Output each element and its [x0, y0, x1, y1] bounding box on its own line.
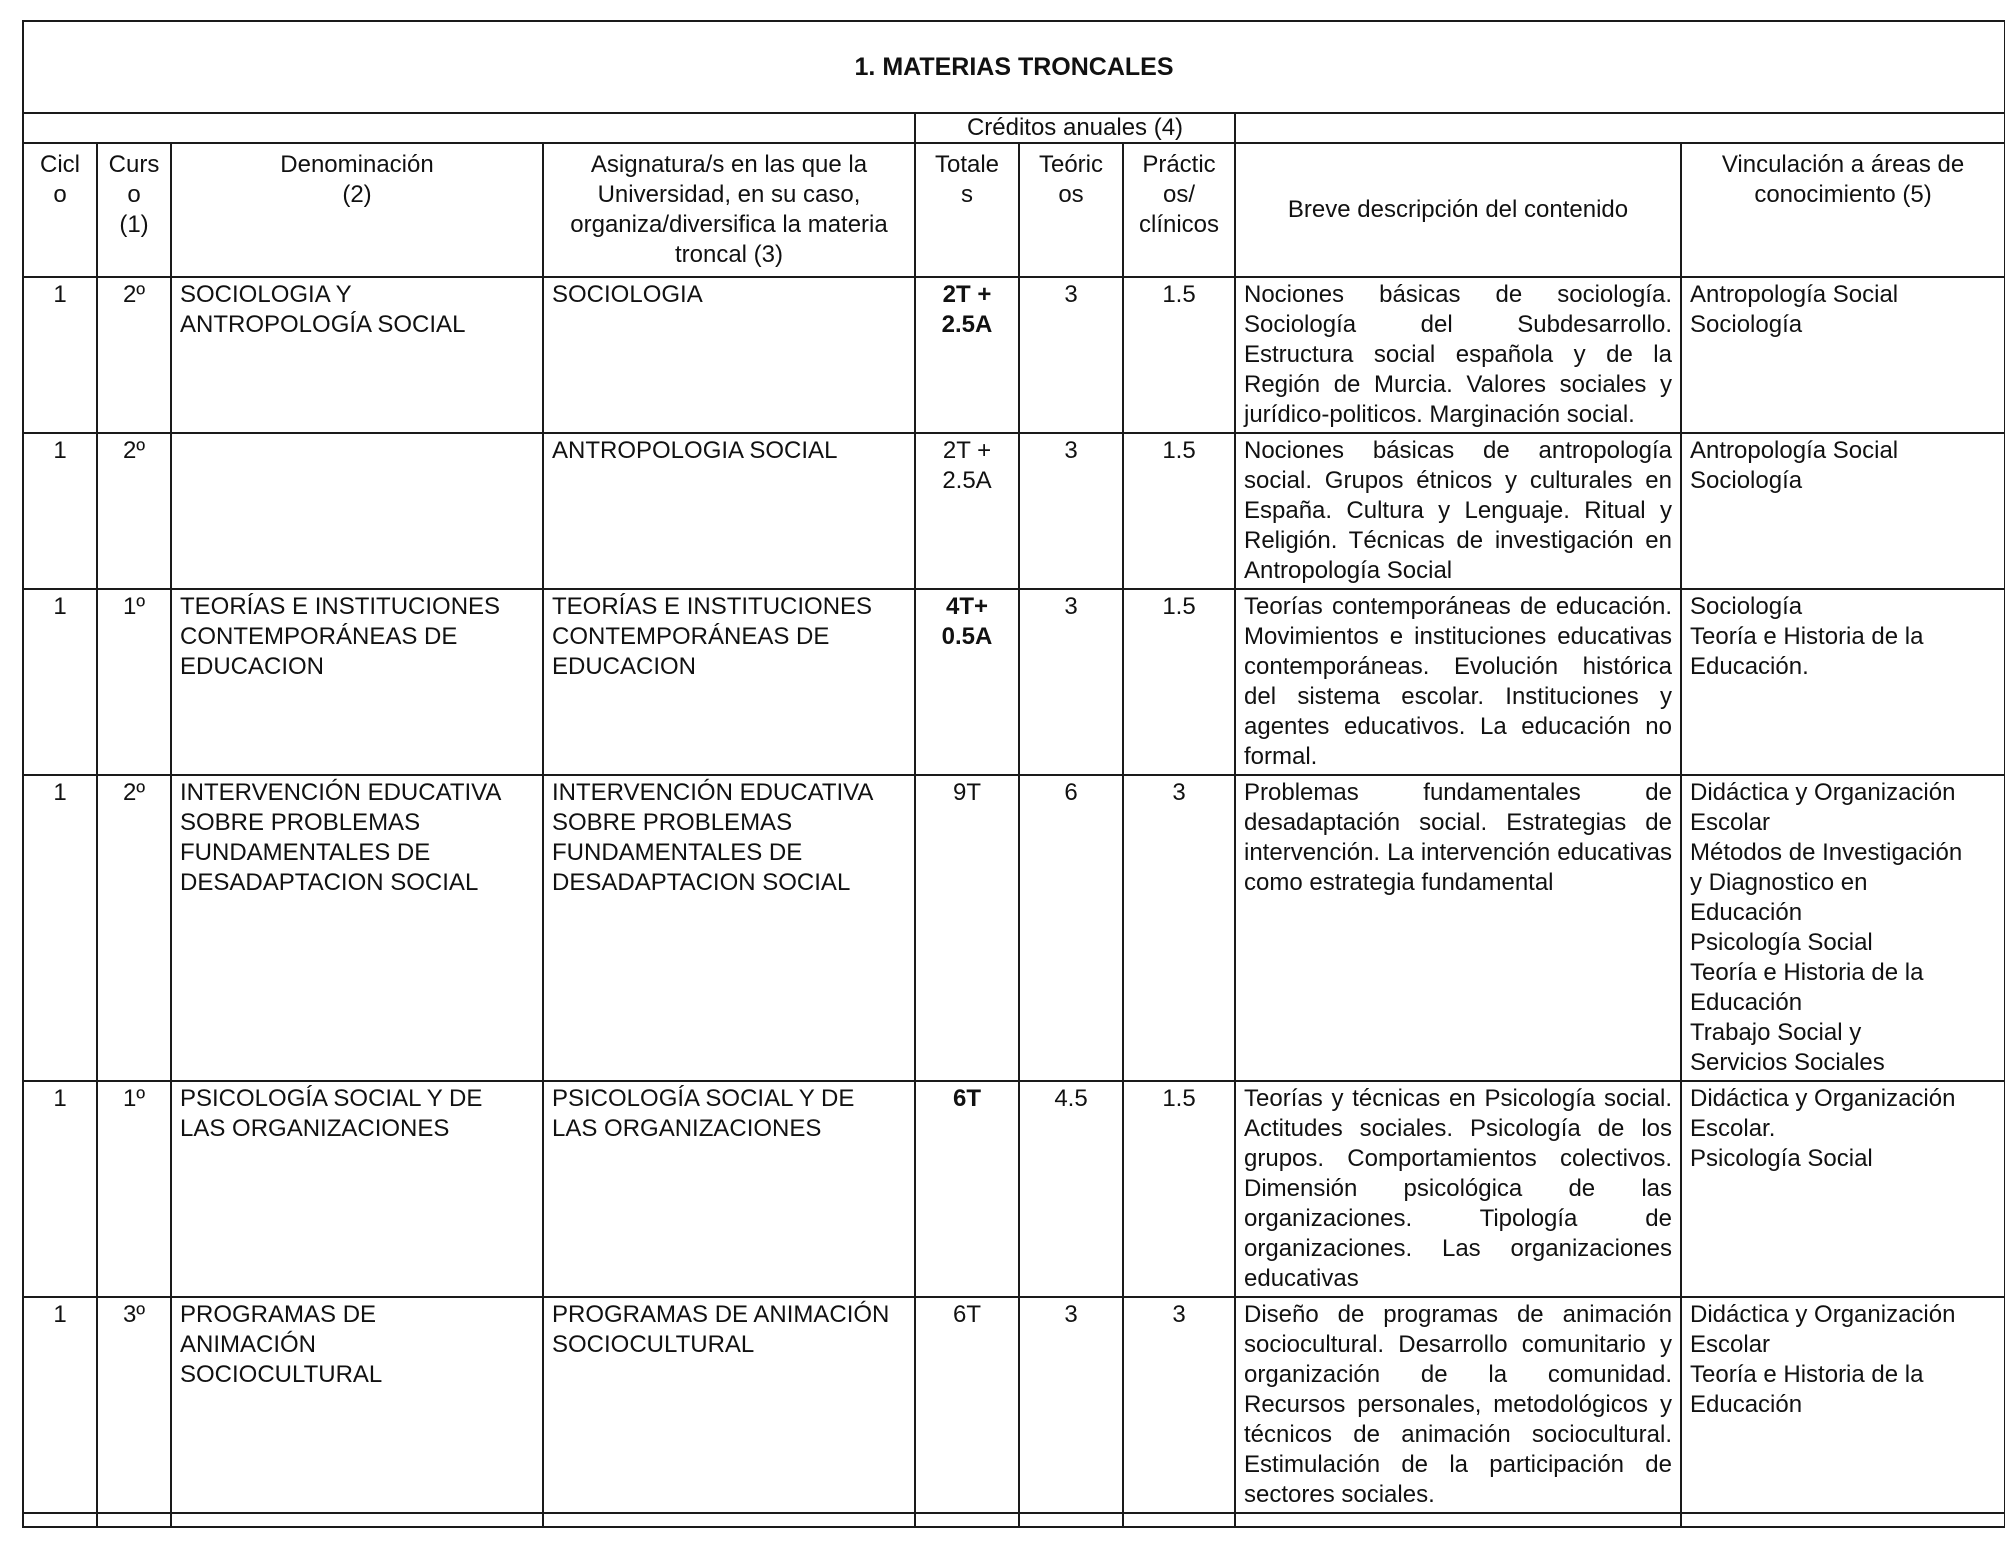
cell-ciclo: 1	[23, 277, 97, 433]
trailing-cell	[543, 1513, 915, 1527]
materias-troncales-table	[22, 20, 2005, 1528]
table-trailing-row	[23, 1513, 2005, 1527]
cell-totales: 6T	[915, 1297, 1019, 1513]
cell-descripcion: Teorías y técnicas en Psicología social. Actitudes sociales. Psicología de los grupos. Comportamientos colectivos. Dimensión psicológica de las organizaciones. Tipología de organizaciones. Las organizaciones educativas	[1235, 1081, 1681, 1297]
cell-teoricos: 3	[1019, 433, 1123, 589]
cell-teoricos: 3	[1019, 589, 1123, 775]
table-row	[23, 775, 2005, 1081]
cell-asignatura: SOCIOLOGIA	[543, 277, 915, 433]
trailing-cell	[915, 1513, 1019, 1527]
cell-areas: Didáctica y Organización Escolar. Psicología Social	[1681, 1081, 2005, 1297]
cell-areas: Antropología Social Sociología	[1681, 277, 2005, 433]
cell-totales: 2T + 2.5A	[915, 277, 1019, 433]
trailing-cell	[1019, 1513, 1123, 1527]
cell-asignatura: ANTROPOLOGIA SOCIAL	[543, 433, 915, 589]
header-descripcion: Breve descripción del contenido	[1235, 143, 1681, 277]
cell-totales: 2T + 2.5A	[915, 433, 1019, 589]
cell-ciclo: 1	[23, 1081, 97, 1297]
cell-curso: 2º	[97, 433, 171, 589]
cell-practicos: 1.5	[1123, 1081, 1235, 1297]
header-spacer	[23, 113, 915, 143]
header-practicos: Práctic os/ clínicos	[1123, 143, 1235, 277]
cell-curso: 1º	[97, 1081, 171, 1297]
header-teoricos: Teóric os	[1019, 143, 1123, 277]
cell-teoricos: 6	[1019, 775, 1123, 1081]
table-row	[23, 277, 2005, 433]
header-denominacion: Denominación (2)	[171, 143, 543, 277]
cell-teoricos: 3	[1019, 277, 1123, 433]
trailing-cell	[97, 1513, 171, 1527]
cell-totales: 6T	[915, 1081, 1019, 1297]
cell-asignatura: PROGRAMAS DE ANIMACIÓN SOCIOCULTURAL	[543, 1297, 915, 1513]
cell-ciclo: 1	[23, 589, 97, 775]
cell-curso: 2º	[97, 277, 171, 433]
trailing-cell	[171, 1513, 543, 1527]
cell-denominacion: TEORÍAS E INSTITUCIONES CONTEMPORÁNEAS DE EDUCACION	[171, 589, 543, 775]
cell-denominacion: PROGRAMAS DE ANIMACIÓN SOCIOCULTURAL	[171, 1297, 543, 1513]
cell-totales: 9T	[915, 775, 1019, 1081]
trailing-cell	[23, 1513, 97, 1527]
cell-teoricos: 3	[1019, 1297, 1123, 1513]
table-row	[23, 433, 2005, 589]
cell-areas: Didáctica y Organización Escolar Métodos de Investigación y Diagnostico en Educación Psicología Social Teoría e Historia de la Educación Trabajo Social y Servicios Sociales	[1681, 775, 2005, 1081]
table-row	[23, 1081, 2005, 1297]
trailing-cell	[1123, 1513, 1235, 1527]
table-row	[23, 1297, 2005, 1513]
table-row	[23, 589, 2005, 775]
trailing-cell	[1681, 1513, 2005, 1527]
cell-practicos: 1.5	[1123, 277, 1235, 433]
cell-asignatura: INTERVENCIÓN EDUCATIVA SOBRE PROBLEMAS FUNDAMENTALES DE DESADAPTACION SOCIAL	[543, 775, 915, 1081]
cell-curso: 3º	[97, 1297, 171, 1513]
cell-areas: Antropología Social Sociología	[1681, 433, 2005, 589]
cell-areas: Sociología Teoría e Historia de la Educación.	[1681, 589, 2005, 775]
cell-asignatura: TEORÍAS E INSTITUCIONES CONTEMPORÁNEAS DE EDUCACION	[543, 589, 915, 775]
header-vinculacion: Vinculación a áreas de conocimiento (5)	[1681, 143, 2005, 277]
cell-ciclo: 1	[23, 1297, 97, 1513]
header-spacer-right	[1235, 113, 2005, 143]
header-curso: Curs o (1)	[97, 143, 171, 277]
header-asignatura: Asignatura/s en las que la Universidad, en su caso, organiza/diversifica la materia troncal (3)	[543, 143, 915, 277]
cell-ciclo: 1	[23, 775, 97, 1081]
cell-descripcion: Problemas fundamentales de desadaptación social. Estrategias de intervención. La intervención educativas como estrategia fundamental	[1235, 775, 1681, 1081]
cell-practicos: 3	[1123, 1297, 1235, 1513]
creditos-group-header: Créditos anuales (4)	[915, 113, 1235, 143]
cell-denominacion: INTERVENCIÓN EDUCATIVA SOBRE PROBLEMAS FUNDAMENTALES DE DESADAPTACION SOCIAL	[171, 775, 543, 1081]
table-title: 1. MATERIAS TRONCALES	[23, 21, 2005, 113]
cell-descripcion: Nociones básicas de sociología. Sociología del Subdesarrollo. Estructura social española y de la Región de Murcia. Valores sociales y jurídico-politicos. Marginación social.	[1235, 277, 1681, 433]
cell-totales: 4T+ 0.5A	[915, 589, 1019, 775]
cell-denominacion: PSICOLOGÍA SOCIAL Y DE LAS ORGANIZACIONES	[171, 1081, 543, 1297]
cell-denominacion	[171, 433, 543, 589]
cell-practicos: 1.5	[1123, 433, 1235, 589]
cell-areas: Didáctica y Organización Escolar Teoría e Historia de la Educación	[1681, 1297, 2005, 1513]
trailing-cell	[1235, 1513, 1681, 1527]
cell-descripcion: Teorías contemporáneas de educación. Movimientos e instituciones educativas contemporáneas. Evolución histórica del sistema escolar. Instituciones y agentes educativos. La educación no formal.	[1235, 589, 1681, 775]
header-totales: Totale s	[915, 143, 1019, 277]
cell-teoricos: 4.5	[1019, 1081, 1123, 1297]
cell-practicos: 1.5	[1123, 589, 1235, 775]
header-ciclo: Cicl o	[23, 143, 97, 277]
cell-descripcion: Nociones básicas de antropología social. Grupos étnicos y culturales en España. Cultura y Lenguaje. Ritual y Religión. Técnicas de investigación en Antropología Social	[1235, 433, 1681, 589]
cell-ciclo: 1	[23, 433, 97, 589]
cell-descripcion: Diseño de programas de animación sociocultural. Desarrollo comunitario y organización de la comunidad. Recursos personales, metodológicos y técnicos de animación sociocultural. Estimulación de la participación de sectores sociales.	[1235, 1297, 1681, 1513]
cell-asignatura: PSICOLOGÍA SOCIAL Y DE LAS ORGANIZACIONES	[543, 1081, 915, 1297]
cell-curso: 1º	[97, 589, 171, 775]
document-page	[22, 20, 2004, 1528]
cell-practicos: 3	[1123, 775, 1235, 1081]
cell-denominacion: SOCIOLOGIA Y ANTROPOLOGÍA SOCIAL	[171, 277, 543, 433]
cell-curso: 2º	[97, 775, 171, 1081]
